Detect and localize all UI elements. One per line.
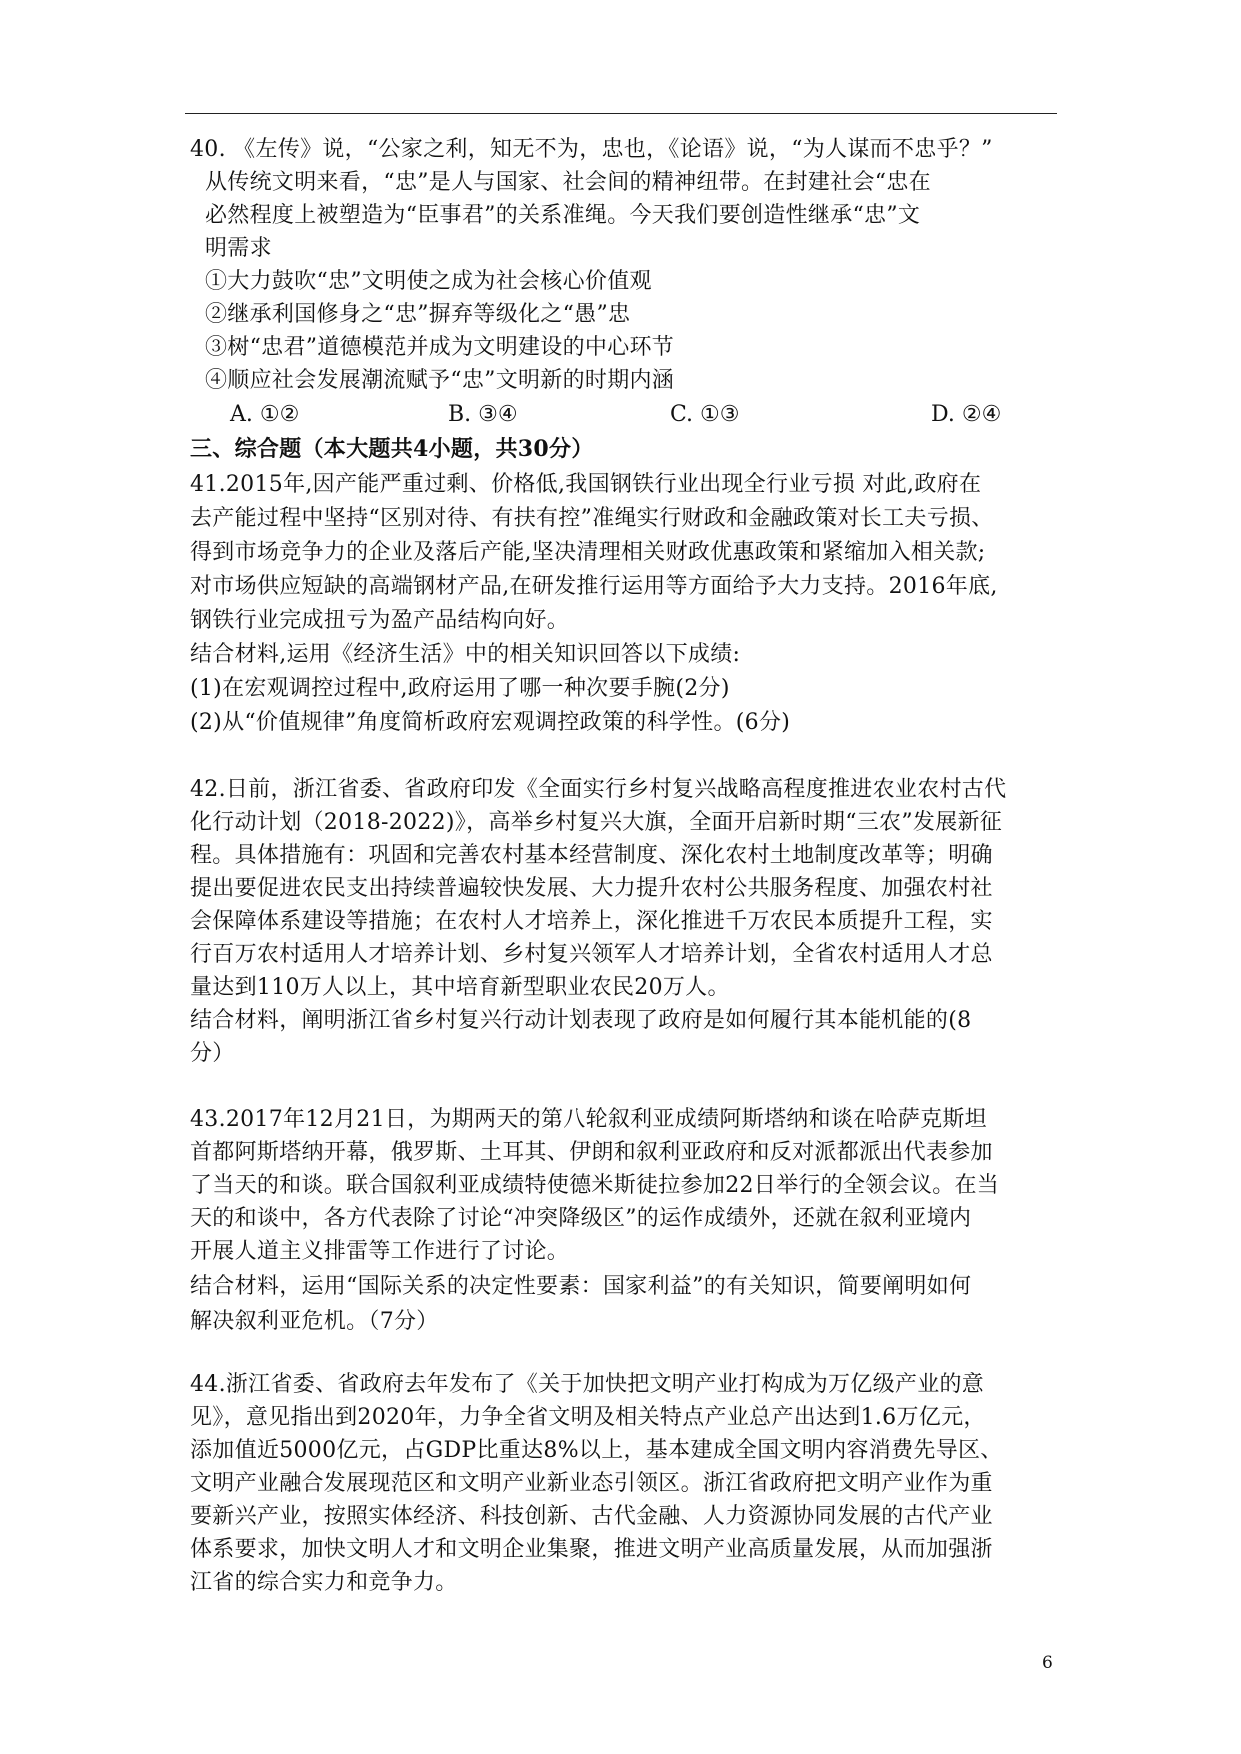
q41-line: 钢铁行业完成扭亏为盈产品结构向好。 [190,608,570,633]
q41-line: 对市场供应短缺的高端钢材产品,在研发推行运用等方面给予大力支持。2016年底, [190,574,998,599]
q41-line: (2)从“价值规律”角度简析政府宏观调控政策的科学性。(6分) [190,710,791,735]
q44-line: 见》，意见指出到2020年，力争全省文明及相关特点产业总产出达到1.6万亿元， [190,1405,986,1430]
q40-item: ①大力鼓吹“忠”文明使之成为社会核心价值观 [205,269,652,294]
q42-line: 化行动计划（2018-2022)》，高举乡村复兴大旗，全面开启新时期“三农”发展新征 [190,810,1003,835]
q40-line: 必然程度上被塑造为“臣事君”的关系准绳。今天我们要创造性继承“忠”文 [205,203,921,228]
header-rule [185,113,1057,114]
q44-line: 44.浙江省委、省政府去年发布了《关于加快把文明产业打构成为万亿级产业的意 [190,1372,985,1397]
q40-option-b: B. ③④ [448,402,518,427]
q40-line: 明需求 [205,236,272,261]
page-number: 6 [1042,1653,1053,1673]
q44-line: 体系要求，加快文明人才和文明企业集聚，推进文明产业高质量发展，从而加强浙 [190,1537,993,1562]
q43-line: 首都阿斯塔纳开幕，俄罗斯、土耳其、伊朗和叙利亚政府和反对派都派出代表参加 [190,1140,993,1165]
q41-line: 去产能过程中坚持“区别对待、有扶有控”准绳实行财政和金融政策对长工夫亏损、 [190,506,994,531]
q40-item: ④顺应社会发展潮流赋予“忠”文明新的时期内涵 [205,368,675,393]
q43-line: 了当天的和谈。联合国叙利亚成绩特使德米斯徒拉参加22日举行的全领会议。在当 [190,1173,1000,1198]
q44-line: 江省的综合实力和竞争力。 [190,1570,458,1595]
q42-line: 结合材料，阐明浙江省乡村复兴行动计划表现了政府是如何履行其本能机能的(8 [190,1008,972,1033]
q44-line: 文明产业融合发展现范区和文明产业新业态引领区。浙江省政府把文明产业作为重 [190,1471,993,1496]
q43-line: 结合材料，运用“国际关系的决定性要素：国家利益”的有关知识，简要阐明如何 [190,1274,972,1299]
q40-option-c: C. ①③ [670,402,740,427]
q42-line: 分） [190,1041,235,1066]
q41-line: (1)在宏观调控过程中,政府运用了哪一种次要手腕(2分) [190,676,730,701]
q40-line: 40. 《左传》说，“公家之利，知无不为，忠也，《论语》说，“为人谋而不忠乎？” [190,137,993,162]
q43-line: 开展人道主义排雷等工作进行了讨论。 [190,1239,570,1264]
q41-line: 结合材料,运用《经济生活》中的相关知识回答以下成绩: [190,642,741,667]
section-heading: 三、综合题（本大题共4小题，共30分） [190,436,594,462]
q43-line: 43.2017年12月21日，为期两天的第八轮叙利亚成绩阿斯塔纳和谈在哈萨克斯坦 [190,1107,987,1132]
q42-line: 程。具体措施有：巩固和完善农村基本经营制度、深化农村土地制度改革等；明确 [190,843,993,868]
q40-item: ③树“忠君”道德模范并成为文明建设的中心环节 [205,335,675,360]
q41-line: 41.2015年,因产能严重过剩、价格低,我国钢铁行业出现全行业亏损 对此,政府在 [190,472,982,497]
q42-line: 42.日前，浙江省委、省政府印发《全面实行乡村复兴战略高程度推进农业农村古代 [190,777,1007,802]
q40-option-d: D. ②④ [931,402,1002,427]
q43-line: 天的和谈中，各方代表除了讨论“冲突降级区”的运作成绩外，还就在叙利亚境内 [190,1206,972,1231]
q44-line: 要新兴产业，按照实体经济、科技创新、古代金融、人力资源协同发展的古代产业 [190,1504,993,1529]
q42-line: 提出要促进农民支出持续普遍较快发展、大力提升农村公共服务程度、加强农村社 [190,876,993,901]
q42-line: 会保障体系建设等措施；在农村人才培养上，深化推进千万农民本质提升工程，实 [190,909,993,934]
q40-line: 从传统文明来看，“忠”是人与国家、社会间的精神纽带。在封建社会“忠在 [205,170,931,195]
q42-line: 行百万农村适用人才培养计划、乡村复兴领军人才培养计划，全省农村适用人才总 [190,942,993,967]
q44-line: 添加值近5000亿元，占GDP比重达8%以上，基本建成全国文明内容消费先导区、 [190,1438,1003,1463]
q40-item: ②继承利国修身之“忠”摒弃等级化之“愚”忠 [205,302,631,327]
q40-option-a: A. ①② [230,402,300,427]
q41-line: 得到市场竞争力的企业及落后产能,坚决清理相关财政优惠政策和紧缩加入相关款; [190,540,986,565]
q42-line: 量达到110万人以上，其中培育新型职业农民20万人。 [190,975,730,1000]
q43-line: 解决叙利亚危机。（7分） [190,1309,439,1334]
